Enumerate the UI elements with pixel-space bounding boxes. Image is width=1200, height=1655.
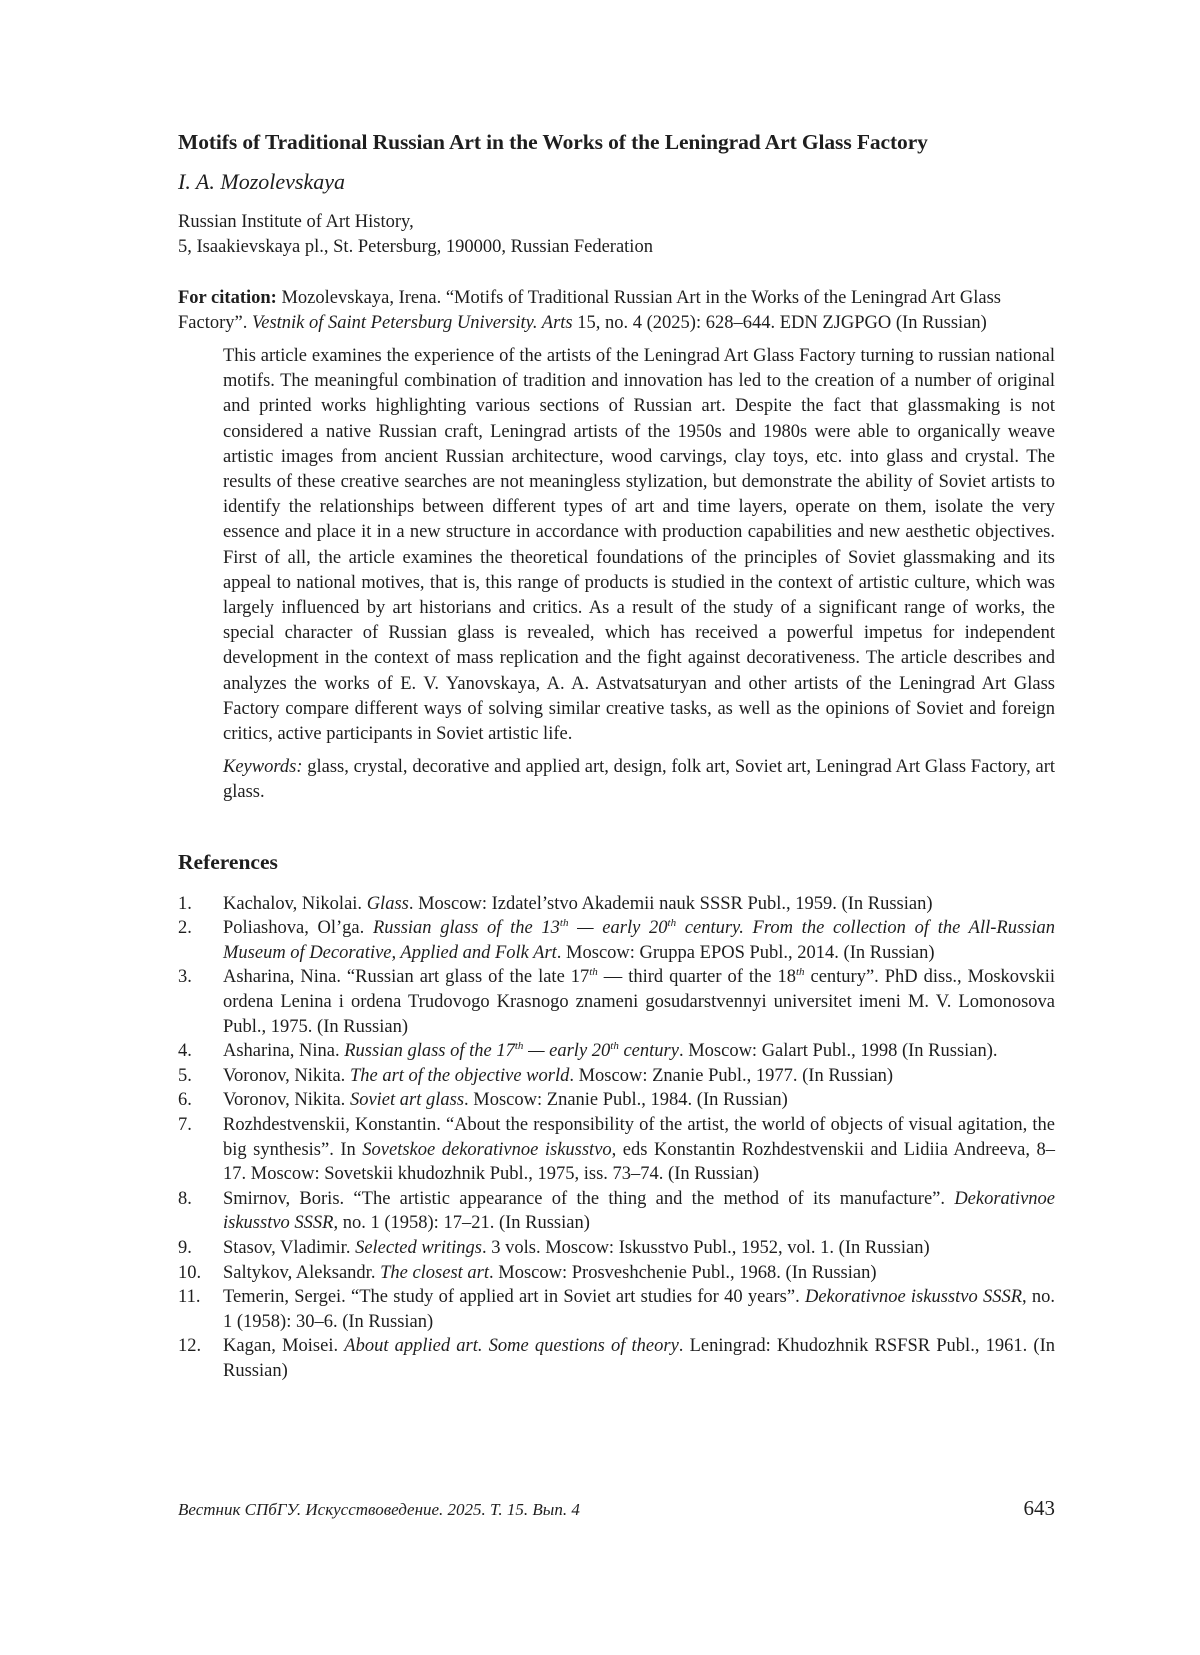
reference-number: 2.	[178, 918, 192, 939]
reference-details: . 3 vols. Moscow: Iskusstvo Publ., 1952, vol. 1. (In Russian)	[482, 1237, 930, 1258]
reference-title: About applied art. Some questions of theory	[344, 1336, 679, 1357]
reference-number: 6.	[178, 1090, 192, 1111]
reference-item	[178, 1261, 1055, 1286]
reference-item	[178, 1285, 1055, 1334]
keywords-label: Keywords:	[223, 757, 303, 778]
reference-text: Saltykov, Aleksandr.	[223, 1262, 381, 1283]
reference-number: 9.	[178, 1237, 192, 1258]
reference-title: Russian glass of the 17th — early 20th century	[344, 1040, 679, 1062]
reference-details: . Moscow: Znanie Publ., 1977. (In Russian)	[569, 1065, 894, 1086]
reference-item	[178, 1088, 1055, 1113]
reference-text: Stasov, Vladimir.	[223, 1237, 356, 1258]
reference-item	[178, 916, 1055, 965]
keywords	[223, 755, 1055, 805]
reference-details: . Moscow: Galart Publ., 1998 (In Russian).	[678, 1041, 998, 1062]
reference-text: Asharina, Nina.	[223, 1041, 345, 1062]
reference-title: Dekorativnoe iskusstvo SSSR	[223, 1188, 1055, 1234]
article-page	[178, 128, 1055, 1384]
reference-number: 11.	[178, 1287, 201, 1308]
abstract-text: This article examines the experience of the artists of the Leningrad Art Glass Factory turning to russian national motifs. The meaningful combination of tradition and innovation has led to the creation of a number of original and printed works highlighting various sections of Russian art. Despite the fact that glassmaking is not considered a native Russian craft, Leningrad artists of the 1950s and 1980s were able to organically weave artistic images from ancient Russian architecture, wood carvings, clay toys, etc. into glass and crystal. The results of these creative searches are not meaningless stylization, but demonstrate the ability of Soviet artists to identify the relationships between different types of art and time layers, operate on them, isolate the very essence and place it in a new structure in accordance with production capabilities and new aesthetic objectives. First of all, the article examines the theoretical foundations of the principles of Soviet glassmaking and its appeal to national motives, that is, this range of products is studied in the context of artistic culture, which was largely influenced by art historians and critics. As a result of the study of a significant range of works, the special character of Russian glass is revealed, which has received a powerful impetus for independent development in the context of mass replication and the fight against decorativeness. The article describes and analyzes the works of E. V. Yanovskaya, A. A. Astvatsaturyan and other artists of the Leningrad Art Glass Factory compare different ways of solving similar creative tasks, as well as the opinions of Soviet and foreign critics, active participants in Soviet artistic life.	[223, 346, 1055, 745]
citation-text-2: 15, no. 4 (2025): 628–644. EDN ZJGPGO (In Russian)	[572, 313, 987, 333]
reference-text: Asharina, Nina. “Russian art glass of the late 17th — third quarter of the 18th century”. PhD diss., Moskovskii ordena Lenina i ordena Trudovogo Krasnogo znameni gosudarstvennyi universitet imeni M. V. Lomonosova Publ., 1975. (In Russian)	[223, 966, 1056, 1037]
reference-text: Kachalov, Nikolai.	[223, 893, 367, 914]
reference-text: Voronov, Nikita.	[223, 1065, 350, 1086]
ordinal-suffix: th	[667, 917, 677, 930]
reference-text: Voronov, Nikita.	[223, 1090, 350, 1111]
reference-item	[178, 1187, 1055, 1236]
reference-text: Rozhdestvenskii, Konstantin. “About the responsibility of the artist, the world of objects of visual agitation, the big synthesis”. In	[223, 1115, 1055, 1160]
reference-details: , no. 1 (1958): 30–6. (In Russian)	[223, 1287, 1055, 1332]
reference-details: . Moscow: Prosveshchenie Publ., 1968. (In Russian)	[489, 1262, 877, 1283]
reference-text: Smirnov, Boris. “The artistic appearance of the thing and the method of its manufacture”.	[223, 1188, 955, 1209]
reference-number: 10.	[178, 1262, 202, 1283]
reference-number: 12.	[178, 1336, 202, 1357]
author-name: I. A. Mozolevskaya	[178, 169, 345, 194]
reference-number: 3.	[178, 967, 192, 988]
reference-item	[178, 965, 1055, 1039]
citation-label: For citation:	[178, 288, 277, 308]
reference-title: Soviet art glass	[349, 1090, 465, 1111]
ordinal-suffix: th	[589, 966, 598, 979]
reference-item	[178, 1064, 1055, 1089]
citation	[178, 286, 1055, 336]
reference-item	[178, 892, 1055, 917]
reference-number: 5.	[178, 1065, 192, 1086]
reference-details: . Leningrad: Khudozhnik RSFSR Publ., 1961. (In Russian)	[223, 1336, 1055, 1381]
reference-item	[178, 1334, 1055, 1383]
reference-details: , eds Konstantin Rozhdestvenskii and Lidiia Andreeva, 8–17. Moscow: Sovetskii khudozhnik Publ., 1975, iss. 73–74. (In Russian)	[223, 1139, 1055, 1185]
affiliation-line-2: 5, Isaakievskaya pl., St. Petersburg, 190000, Russian Federation	[178, 237, 653, 257]
reference-number: 7.	[178, 1115, 192, 1135]
reference-number: 8.	[178, 1188, 192, 1209]
reference-text: Temerin, Sergei. “The study of applied art in Soviet art studies for 40 years”.	[223, 1287, 805, 1308]
reference-title: Russian glass of the 13th — early 20th century. From the collection of the All-Russian Museum of Decorative, Applied and Folk Art	[223, 917, 1055, 963]
references-heading: References	[178, 849, 278, 874]
citation-journal: Vestnik of Saint Petersburg University. Arts	[251, 313, 573, 333]
reference-title: The art of the objective world	[349, 1065, 570, 1086]
reference-details: . Moscow: Znanie Publ., 1984. (In Russian)	[464, 1090, 788, 1111]
reference-title: Selected writings	[355, 1237, 482, 1258]
reference-item	[178, 1113, 1055, 1187]
reference-item	[178, 1039, 1055, 1064]
citation-text-1: Mozolevskaya, Irena. “Motifs of Traditional Russian Art in the Works of the Leningrad Art Glass Factory”.	[178, 288, 1002, 333]
page-number: 643	[1023, 1496, 1055, 1520]
reference-title: Glass	[366, 893, 409, 914]
reference-number: 4.	[178, 1041, 192, 1062]
abstract	[223, 344, 1055, 806]
references-list	[178, 892, 1055, 1384]
reference-item	[178, 1236, 1055, 1261]
affiliation-line-1: Russian Institute of Art History,	[178, 212, 414, 232]
affiliation	[178, 210, 1055, 260]
reference-number: 1.	[178, 893, 192, 914]
footer-journal: Вестник СПбГУ. Искусствоведение. 2025. Т. 15. Вып. 4	[178, 1500, 580, 1519]
reference-details: . Moscow: Gruppa EPOS Publ., 2014. (In Russian)	[556, 942, 935, 963]
reference-details: . Moscow: Izdatel’stvo Akademii nauk SSSR Publ., 1959. (In Russian)	[408, 893, 933, 914]
reference-text: Kagan, Moisei.	[223, 1336, 345, 1357]
reference-title: Dekorativnoe iskusstvo SSSR	[804, 1287, 1022, 1308]
ordinal-suffix: th	[795, 966, 805, 979]
reference-text: Poliashova, Ol’ga.	[223, 918, 373, 939]
ordinal-suffix: th	[559, 917, 569, 930]
reference-title: Sovetskoe dekorativnoe iskusstvo	[362, 1139, 612, 1160]
reference-title: The closest art	[380, 1262, 490, 1283]
article-title: Motifs of Traditional Russian Art in the Works of the Leningrad Art Glass Factory	[178, 130, 928, 154]
reference-details: , no. 1 (1958): 17–21. (In Russian)	[333, 1213, 590, 1234]
ordinal-suffix: th	[610, 1040, 619, 1053]
ordinal-suffix: th	[514, 1040, 524, 1053]
keywords-text: glass, crystal, decorative and applied art, design, folk art, Soviet art, Leningrad Art Glass Factory, art glass.	[223, 757, 1055, 803]
page-footer	[178, 1496, 1055, 1524]
